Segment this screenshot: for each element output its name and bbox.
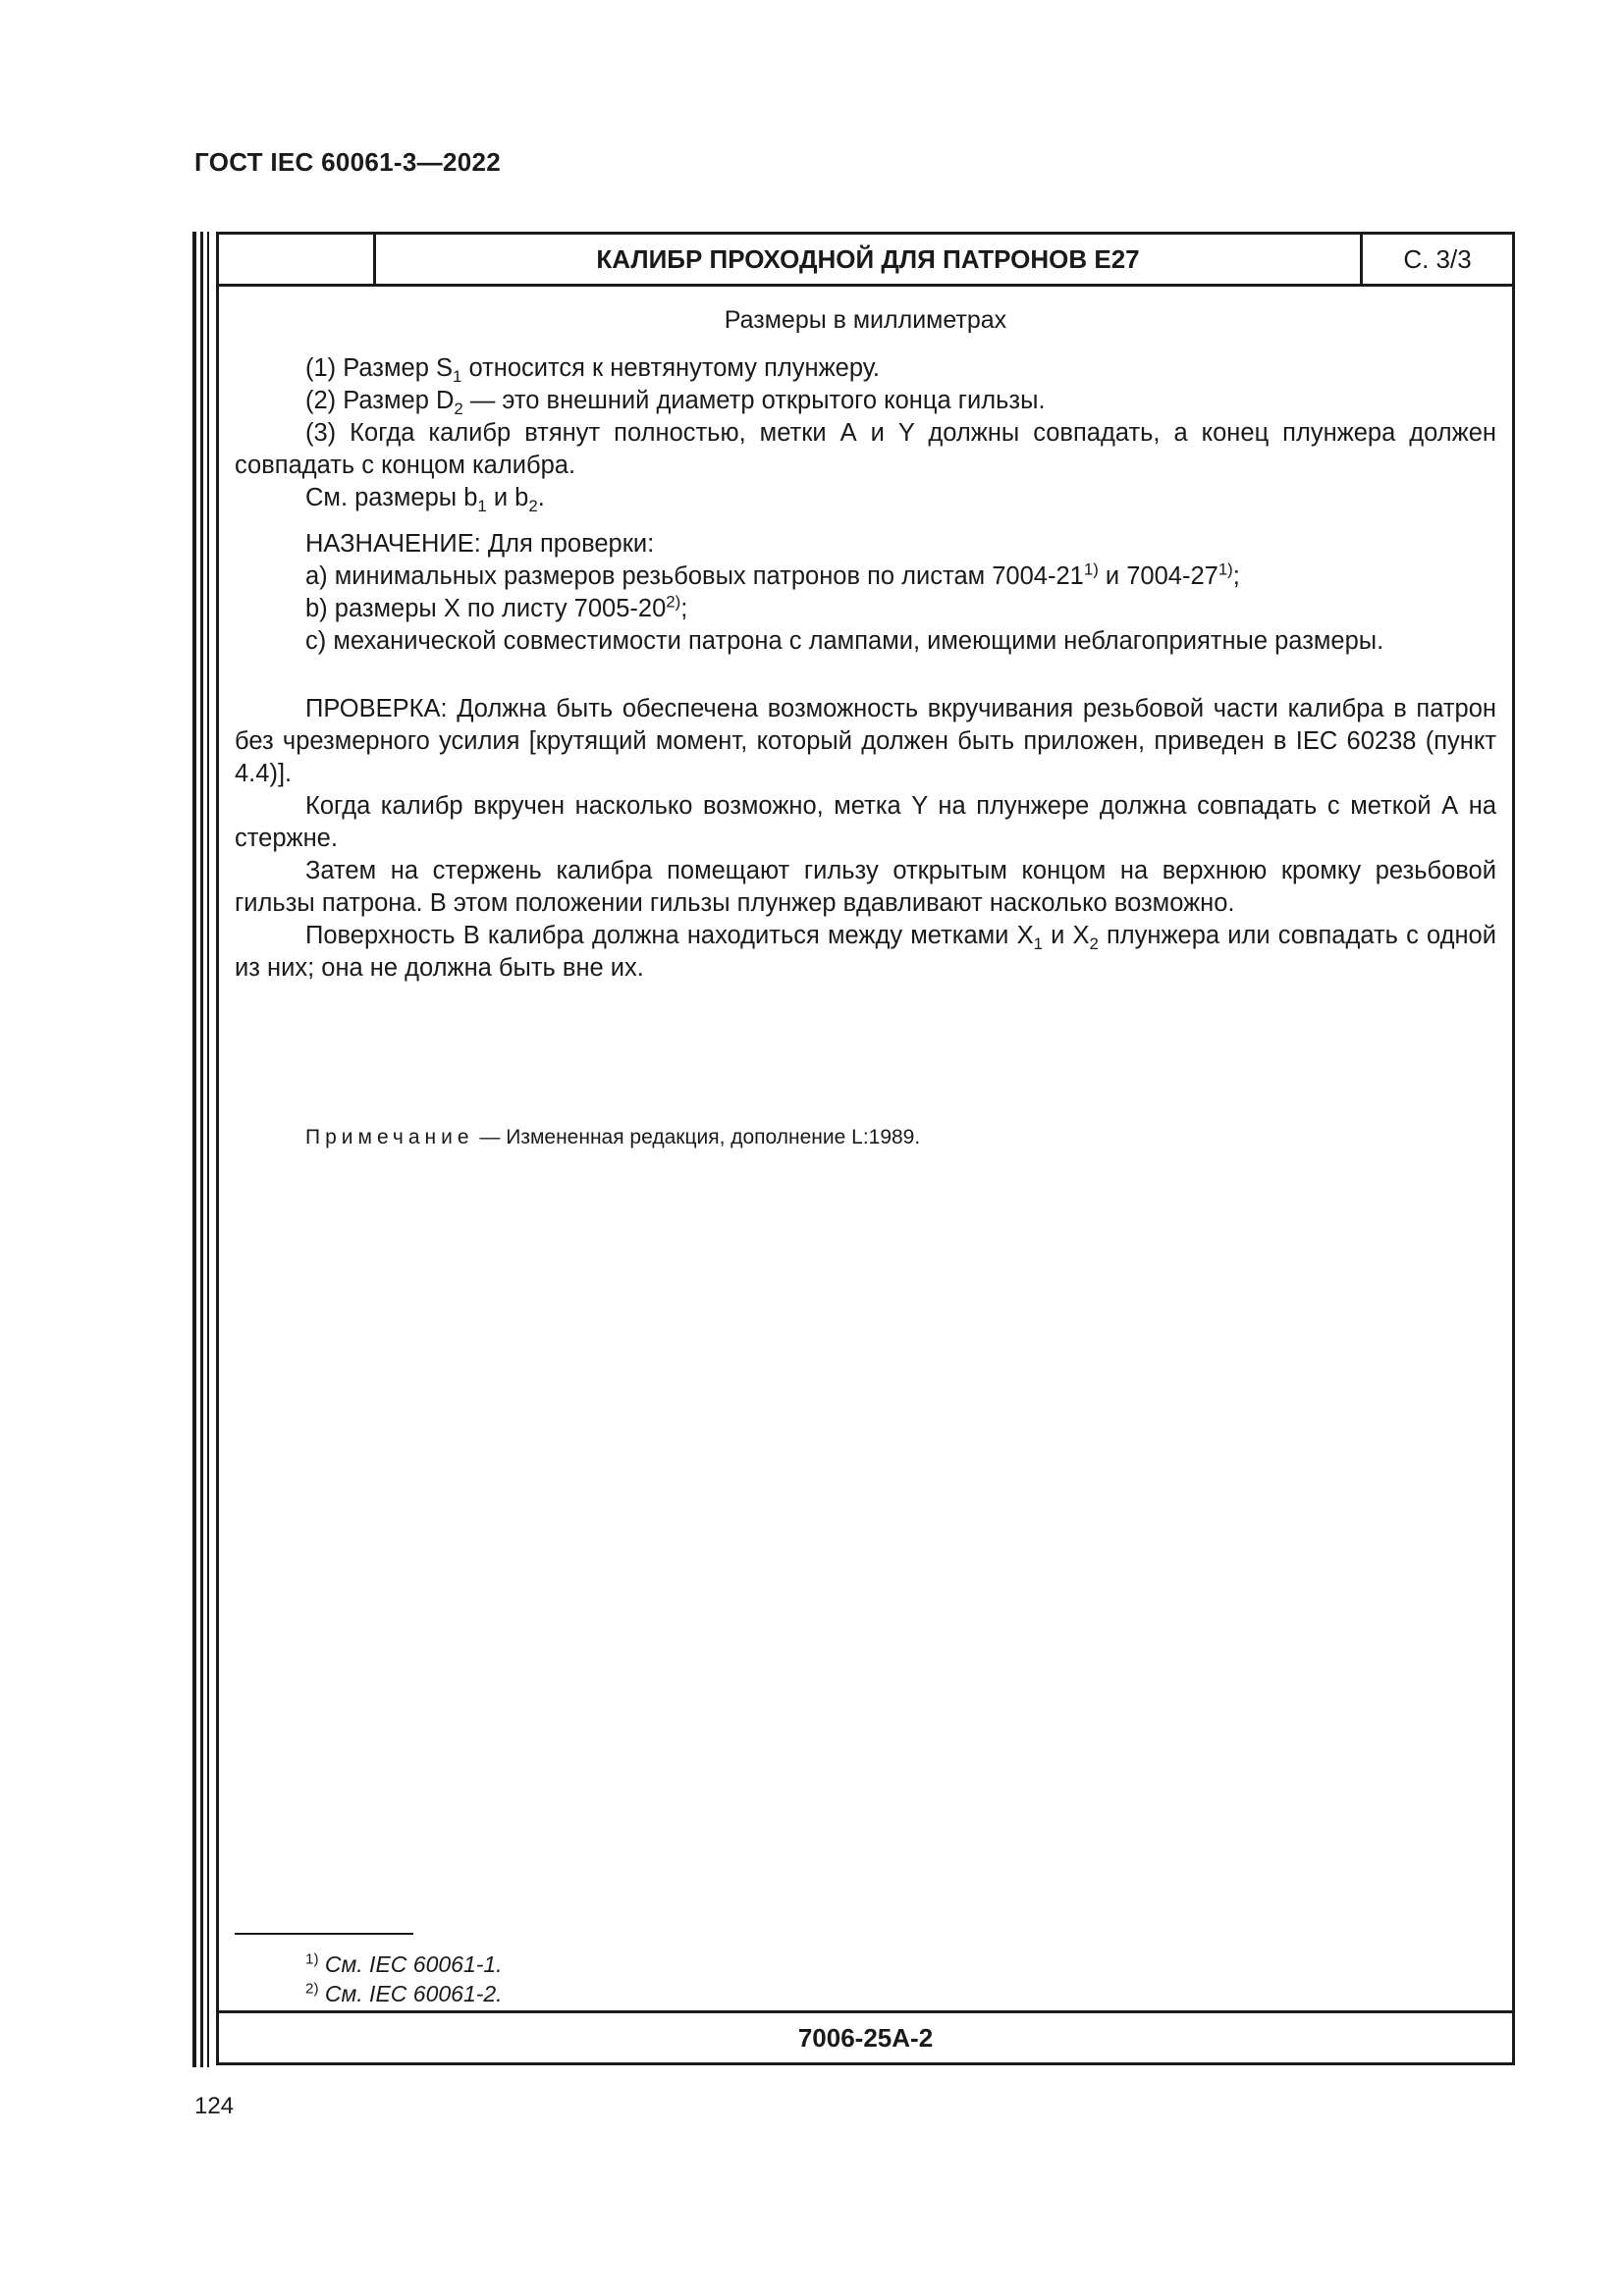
- check-paragraph-2: Когда калибр вкручен насколько возможно, метка Y на плунжере должна совпадать с меткой А на стержне.: [235, 792, 1496, 852]
- remark-label: Примечание: [305, 1126, 474, 1148]
- document-code-header: ГОСТ IEC 60061-3—2022: [194, 147, 501, 177]
- note-3: (3) Когда калибр втянут полностью, метки А и Y должны совпадать, а конец плунжера должен совпадать с концом калибра.: [235, 419, 1496, 479]
- left-border-bar-inner: [207, 232, 209, 2067]
- purpose-item-a: a) минимальных размеров резьбовых патронов по листам 7004-21$^{1)}$ и 7004-27$^{1)}$;: [305, 560, 1240, 590]
- check-paragraph-1: ПРОВЕРКА: Должна быть обеспечена возможность вкручивания резьбовой части калибра в патрон без чрезмерного усилия [крутящий момент, который должен быть приложен, приведен в IEC 60238 (пункт 4.4)].: [235, 695, 1496, 787]
- sheet-body-text: [235, 352, 1496, 985]
- note-1: (1) Размер $S_1$ относится к невтянутому плунжеру.: [305, 354, 881, 387]
- footnote-2: $^{2)}$ См. IEC 60061-2.: [305, 1980, 503, 2006]
- sheet-title: КАЛИБР ПРОХОДНОЙ ДЛЯ ПАТРОНОВ Е27: [376, 235, 1363, 284]
- footnote-separator: [235, 1933, 413, 1935]
- page-number: 124: [194, 2093, 235, 2119]
- purpose-item-b: b) размеры X по листу 7005-20$^{2)}$;: [305, 592, 688, 622]
- left-border-bar-middle: [200, 232, 203, 2067]
- standard-sheet-frame: [216, 232, 1515, 2065]
- check-paragraph-4: Поверхность В калибра должна находиться между метками $X_1$ и $X_2$ плунжера или совпадать с одной из них; она не должна быть вне их.: [235, 922, 1496, 982]
- footnotes: [305, 1949, 503, 2008]
- left-border-bar-outer: [192, 232, 196, 2067]
- footnote-1: $^{1)}$ См. IEC 60061-1.: [305, 1950, 503, 1977]
- title-row-empty-cell: [219, 235, 376, 284]
- note-2: (2) Размер $D_2$ — это внешний диаметр открытого конца гильзы.: [305, 387, 1046, 419]
- sheet-page-reference: С. 3/3: [1403, 243, 1472, 274]
- sheet-code: 7006-25А-2: [219, 2010, 1512, 2062]
- sheet-title-row: [219, 235, 1512, 287]
- remark-note: [305, 1126, 920, 1149]
- units-note: Размеры в миллиметрах: [724, 306, 1007, 334]
- purpose-heading: НАЗНАЧЕНИЕ: Для проверки:: [305, 530, 655, 558]
- check-paragraph-3: Затем на стержень калибра помещают гильзу открытым концом на верхнюю кромку резьбовой гильзы патрона. В этом положении гильзы плунжер вдавливают насколько возможно.: [235, 857, 1496, 917]
- purpose-item-c: c) механической совместимости патрона с лампами, имеющими неблагоприятные размеры.: [305, 627, 1384, 655]
- remark-text: — Измененная редакция, дополнение L:1989.: [473, 1126, 921, 1148]
- see-dimensions: См. размеры $b_1$ и $b_2$.: [305, 484, 545, 516]
